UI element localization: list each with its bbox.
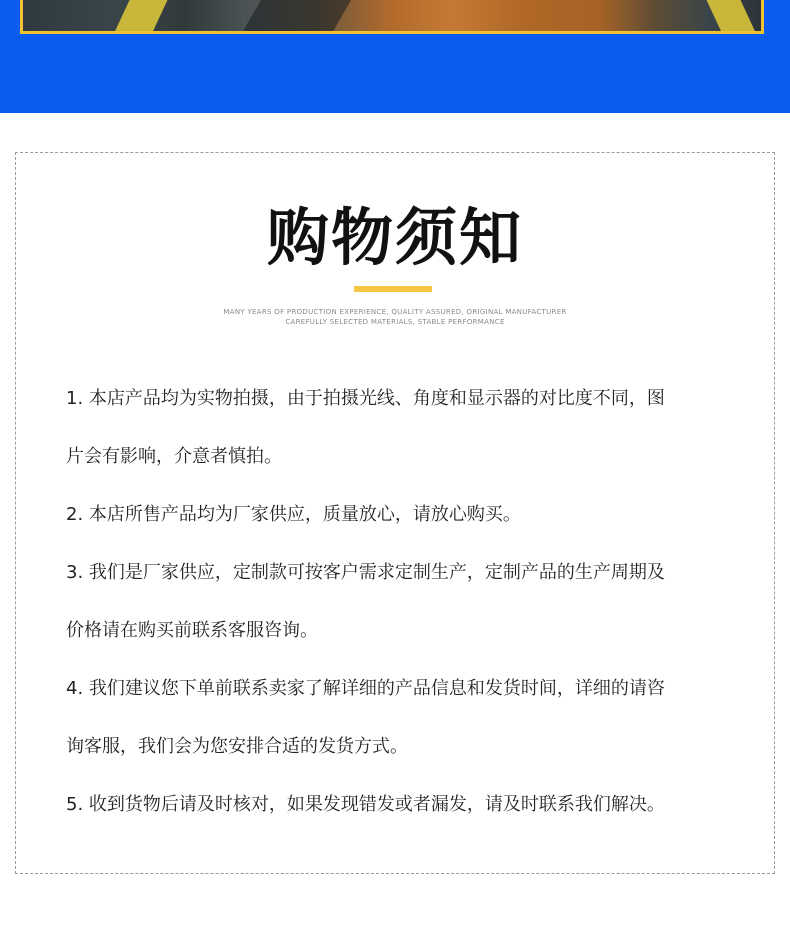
notice-rules: [66, 370, 736, 834]
subtitle-line-1: MANY YEARS OF PRODUCTION EXPERIENCE, QUALITY ASSURED, ORIGINAL MANUFACTURER: [223, 308, 567, 316]
rule-line: 1. 本店产品均为实物拍摄，由于拍摄光线、角度和显示器的对比度不同，图: [66, 388, 665, 409]
rule-line: 2. 本店所售产品均为厂家供应，质量放心，请放心购买。: [66, 504, 521, 525]
photo-shadow: [241, 0, 354, 34]
rule-line: 4. 我们建议您下单前联系卖家了解详细的产品信息和发货时间，详细的请咨: [66, 678, 665, 699]
product-photo: [20, 0, 764, 34]
rule-line: 询客服，我们会为您安排合适的发货方式。: [66, 736, 408, 757]
notice-title: 购物须知: [266, 201, 523, 274]
top-banner-band: [0, 0, 790, 113]
subtitle-line-2: CAREFULLY SELECTED MATERIALS, STABLE PERFORMANCE: [285, 318, 505, 326]
rule-line: 3. 我们是厂家供应，定制款可按客户需求定制生产，定制产品的生产周期及: [66, 562, 665, 583]
rule-line: 5. 收到货物后请及时核对，如果发现错发或者漏发，请及时联系我们解决。: [66, 794, 665, 815]
floor-stripe-right: [704, 0, 757, 34]
floor-stripe-left: [114, 0, 171, 34]
rule-line: 价格请在购买前联系客服咨询。: [66, 620, 318, 641]
title-underline-bar: [354, 286, 432, 292]
rule-line: 片会有影响，介意者慎拍。: [66, 446, 282, 467]
